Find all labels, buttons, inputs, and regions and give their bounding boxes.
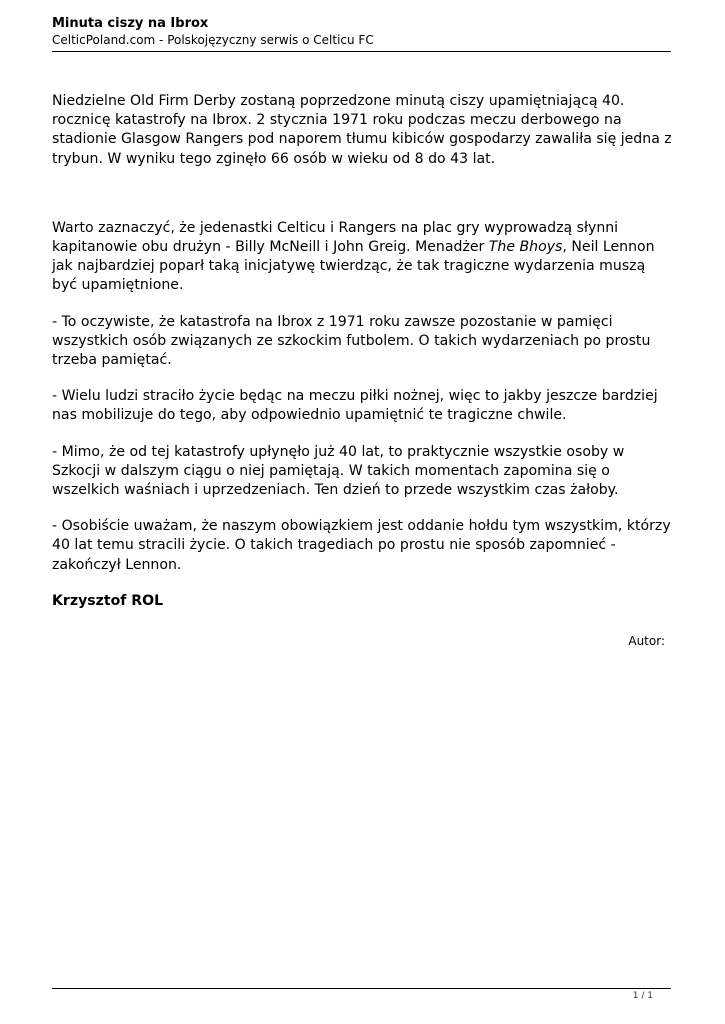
document-subtitle: CelticPoland.com - Polskojęzyczny serwis o Celticu FC	[52, 33, 374, 47]
document-title: Minuta ciszy na Ibrox	[52, 16, 209, 31]
quote-paragraph: - Mimo, że od tej katastrofy upłynęło już 40 lat, to praktycznie wszystkie osoby w Szkocji w dalszym ciągu o niej pamiętają. W takich momentach zapomina się o wszelkich waśniach i uprzedzeniach. Ten dzień to przede wszystkim czas żałoby.	[52, 443, 625, 499]
article-author: Krzysztof ROL	[52, 592, 164, 609]
paragraph-text-start: Warto zaznaczyć, że jedenastki Celticu i Rangers na plac gry wyprowadzą słynni kapitanowie obu drużyn - Billy McNeill i John Greig. Menadżer	[52, 219, 619, 256]
header-divider	[52, 51, 671, 52]
team-nickname: The Bhoys	[488, 239, 563, 256]
article-body	[52, 92, 672, 611]
quote-paragraph: - Osobiście uważam, że naszym obowiązkiem jest oddanie hołdu tym wszystkim, którzy 40 lat temu stracili życie. O takich tragediach po prostu nie sposób zapomnieć - zakończył Lennon.	[52, 518, 671, 573]
paragraph-text-end: , Neil Lennon jak najbardziej poparł taką inicjatywę twierdząc, że tak tragiczne wydarzenia muszą być upamiętnione.	[52, 239, 655, 294]
author-label: Autor:	[628, 634, 665, 648]
quote-paragraph: - Wielu ludzi straciło życie będąc na meczu piłki nożnej, więc to jakby jeszcze bardziej nas mobilizuje do tego, aby odpowiednio upamiętnić te tragiczne chwile.	[52, 388, 658, 424]
footer-divider	[52, 988, 671, 989]
document-header	[52, 15, 671, 48]
page-number: 1 / 1	[632, 991, 653, 1001]
article-paragraph	[52, 219, 672, 296]
article-intro-paragraph: Niedzielne Old Firm Derby zostaną poprzedzone minutą ciszy upamiętniającą 40. rocznicę katastrofy na Ibrox. 2 stycznia 1971 roku podczas meczu derbowego na stadionie Glasgow Rangers pod naporem tłumu kibiców gospodarzy zawaliła się jedna z trybun. W wyniku tego zginęło 66 osób w wieku od 8 do 43 lat.	[52, 93, 672, 167]
quote-paragraph: - To oczywiste, że katastrofa na Ibrox z 1971 roku zawsze pozostanie w pamięci wszystkich osób związanych ze szkockim futbolem. O takich wydarzeniach po prostu trzeba pamiętać.	[52, 313, 651, 369]
